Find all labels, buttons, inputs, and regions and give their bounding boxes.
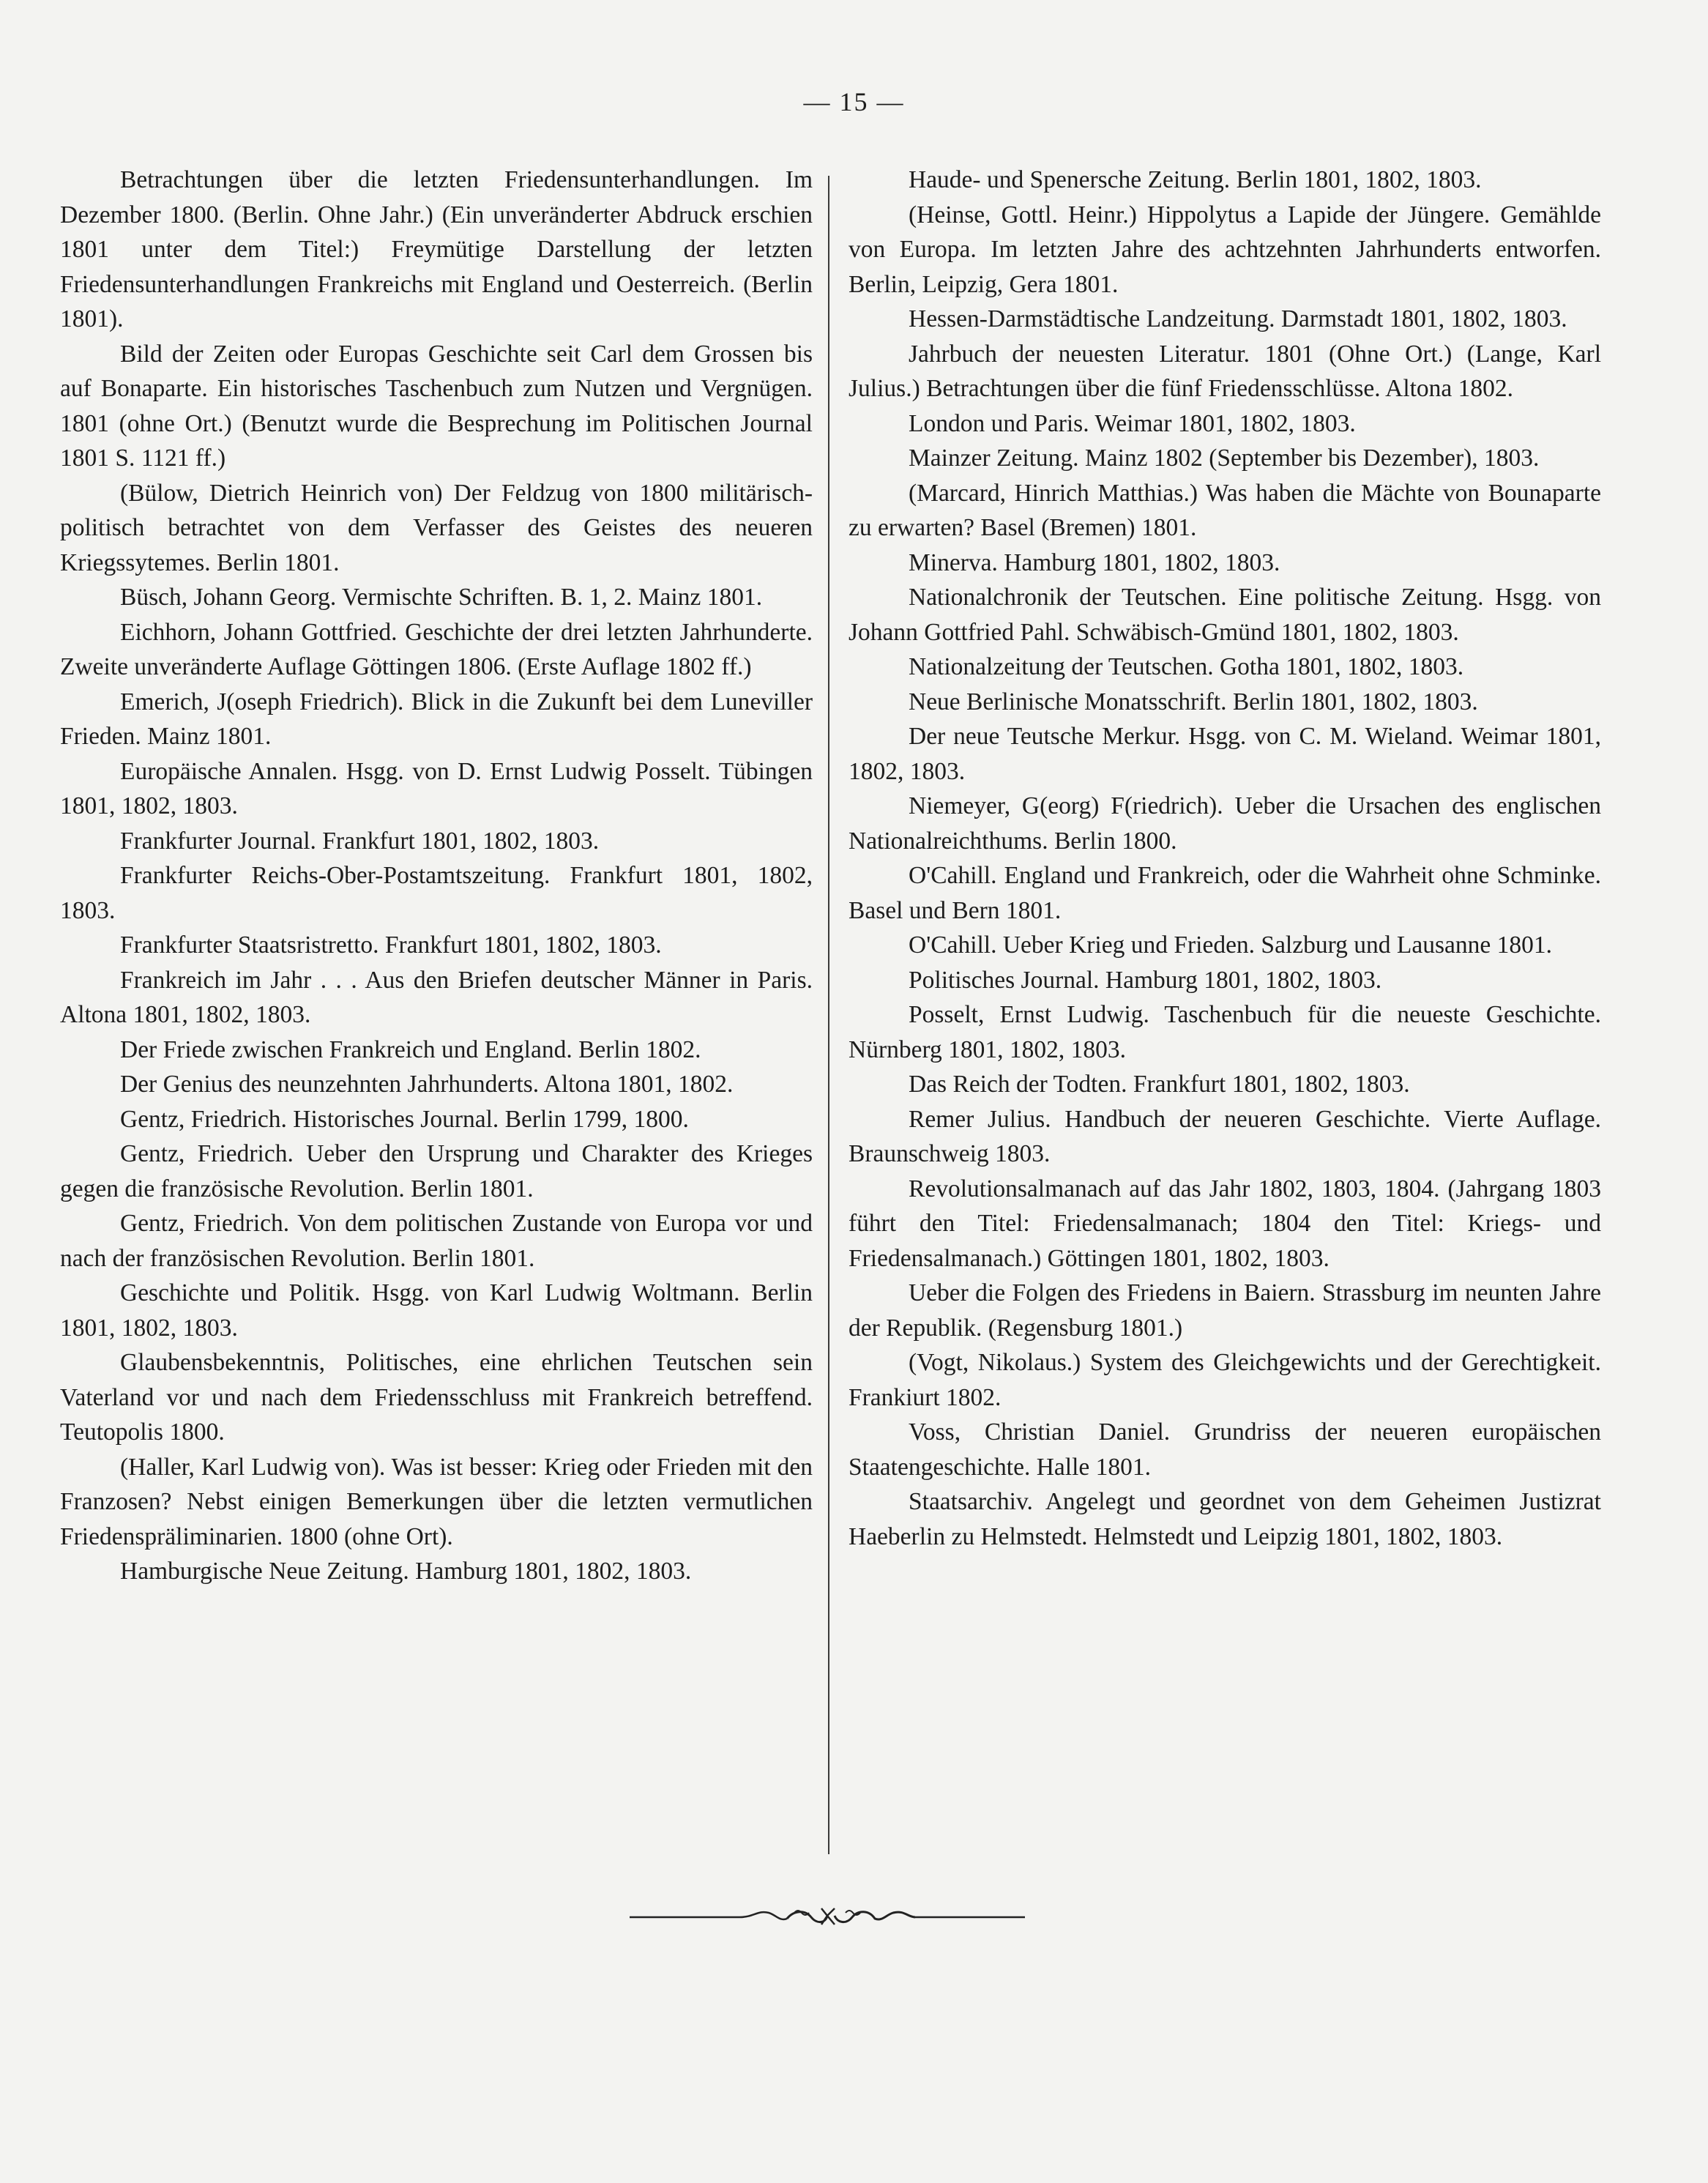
- bibliography-entry: Der Genius des neunzehnten Jahrhunderts. Altona 1801, 1802.: [120, 1071, 734, 1098]
- bibliography-entry: Ueber die Folgen des Friedens in Baiern. Strassburg im neunten Jahre der Republik. (Regensburg 1801.): [849, 1279, 1601, 1342]
- bibliography-entry: Jahrbuch der neuesten Literatur. 1801 (Ohne Ort.) (Lange, Karl Julius.) Betrachtungen über die fünf Friedensschlüsse. Altona 1802.: [849, 340, 1601, 402]
- bibliography-entry: Minerva. Hamburg 1801, 1802, 1803.: [909, 548, 1280, 576]
- bibliography-entry: Nationalchronik der Teutschen. Eine politische Zeitung. Hsgg. von Johann Gottfried Pahl. Schwäbisch-Gmünd 1801, 1802, 1803.: [849, 584, 1601, 646]
- bibliography-entry: Geschichte und Politik. Hsgg. von Karl Ludwig Woltmann. Berlin 1801, 1802, 1803.: [60, 1279, 813, 1342]
- bibliography-entry: Frankfurter Reichs-Ober-Postamtszeitung. Frankfurt 1801, 1802, 1803.: [60, 862, 813, 924]
- column-divider: [828, 176, 829, 1854]
- bibliography-entry: Remer Julius. Handbuch der neueren Geschichte. Vierte Auflage. Braunschweig 1803.: [849, 1105, 1601, 1167]
- bibliography-entry: Nationalzeitung der Teutschen. Gotha 1801, 1802, 1803.: [909, 653, 1464, 680]
- bibliography-entry: Neue Berlinische Monatsschrift. Berlin 1801, 1802, 1803.: [909, 688, 1478, 715]
- bibliography-entry: Frankfurter Staatsristretto. Frankfurt 1801, 1802, 1803.: [120, 931, 662, 959]
- bibliography-entry: Büsch, Johann Georg. Vermischte Schriften. B. 1, 2. Mainz 1801.: [120, 584, 763, 611]
- bibliography-entry: Bild der Zeiten oder Europas Geschichte seit Carl dem Grossen bis auf Bonaparte. Ein historisches Taschenbuch zum Nutzen und Vergnügen. 1801 (ohne Ort.) (Benutzt wurde die Besprechung im Politischen Journal 1801 S. 1121 ff.): [60, 340, 813, 472]
- bibliography-entry: (Marcard, Hinrich Matthias.) Was haben die Mächte von Bounaparte zu erwarten? Basel (Bremen) 1801.: [849, 479, 1601, 541]
- bibliography-entry: (Bülow, Dietrich Heinrich von) Der Feldzug von 1800 militärisch-politisch betrachtet von dem Verfasser des Geistes des neueren Kriegssytemes. Berlin 1801.: [60, 479, 813, 576]
- bibliography-entry: Mainzer Zeitung. Mainz 1802 (September bis Dezember), 1803.: [909, 445, 1540, 472]
- bibliography-entry: Der neue Teutsche Merkur. Hsgg. von C. M. Wieland. Weimar 1801, 1802, 1803.: [849, 723, 1601, 785]
- bibliography-entry: Politisches Journal. Hamburg 1801, 1802, 1803.: [909, 966, 1382, 994]
- bibliography-entry: London und Paris. Weimar 1801, 1802, 1803.: [909, 409, 1356, 437]
- page-number: — 15 —: [803, 87, 905, 116]
- bibliography-entry: (Vogt, Nikolaus.) System des Gleichgewichts und der Gerechtigkeit. Frankiurt 1802.: [849, 1349, 1601, 1411]
- bibliography-entry: Voss, Christian Daniel. Grundriss der neueren europäischen Staatengeschichte. Halle 1801.: [849, 1418, 1601, 1481]
- bibliography-entry: Haude- und Spenersche Zeitung. Berlin 1801, 1802, 1803.: [909, 166, 1482, 193]
- bibliography-entry: Europäische Annalen. Hsgg. von D. Ernst Ludwig Posselt. Tübingen 1801, 1802, 1803.: [60, 757, 813, 819]
- bibliography-entry: (Haller, Karl Ludwig von). Was ist besser: Krieg oder Frieden mit den Franzosen? Nebst einigen Bemerkungen über die letzten vermutlichen Friedenspräliminarien. 1800 (ohne Ort).: [60, 1453, 813, 1550]
- bibliography-entry: Frankreich im Jahr . . . Aus den Briefen deutscher Männer in Paris. Altona 1801, 1802, 1803.: [60, 966, 813, 1028]
- bibliography-entry: Revolutionsalmanach auf das Jahr 1802, 1803, 1804. (Jahrgang 1803 führt den Titel: Friedensalmanach; 1804 den Titel: Kriegs- und Friedensalmanach.) Göttingen 1801, 1802, 1803.: [849, 1175, 1601, 1272]
- bibliography-entry: Hessen-Darmstädtische Landzeitung. Darmstadt 1801, 1802, 1803.: [909, 305, 1567, 332]
- bibliography-entry: Niemeyer, G(eorg) F(riedrich). Ueber die Ursachen des englischen Nationalreichthums. Berlin 1800.: [849, 792, 1601, 855]
- decorative-rule-ornament-icon: [630, 1903, 1025, 1932]
- bibliography-entry: Der Friede zwischen Frankreich und England. Berlin 1802.: [120, 1035, 701, 1063]
- right-column: [849, 163, 1601, 1554]
- bibliography-entry: Gentz, Friedrich. Ueber den Ursprung und Charakter des Krieges gegen die französische Revolution. Berlin 1801.: [60, 1140, 813, 1202]
- bibliography-entry: Posselt, Ernst Ludwig. Taschenbuch für die neueste Geschichte. Nürnberg 1801, 1802, 1803.: [849, 1001, 1601, 1063]
- bibliography-entry: Das Reich der Todten. Frankfurt 1801, 1802, 1803.: [909, 1071, 1410, 1098]
- bibliography-entry: Betrachtungen über die letzten Friedensunterhandlungen. Im Dezember 1800. (Berlin. Ohne Jahr.) (Ein unveränderter Abdruck erschien 1801 unter dem Titel:) Freymütige Darstellung der letzten Friedensunterhandlungen Frankreichs mit England und Oesterreich. (Berlin 1801).: [60, 166, 813, 332]
- left-column: [60, 163, 813, 1589]
- bibliography-entry: Eichhorn, Johann Gottfried. Geschichte der drei letzten Jahrhunderte. Zweite unveränderte Auflage Göttingen 1806. (Erste Auflage 1802 ff.): [60, 618, 813, 680]
- bibliography-entry: Frankfurter Journal. Frankfurt 1801, 1802, 1803.: [120, 827, 600, 855]
- bibliography-entry: Gentz, Friedrich. Von dem politischen Zustande von Europa vor und nach der französischen Revolution. Berlin 1801.: [60, 1210, 813, 1272]
- bibliography-entry: O'Cahill. Ueber Krieg und Frieden. Salzburg und Lausanne 1801.: [909, 931, 1553, 959]
- bibliography-entry: O'Cahill. England und Frankreich, oder die Wahrheit ohne Schminke. Basel und Bern 1801.: [849, 862, 1601, 924]
- bibliography-entry: Staatsarchiv. Angelegt und geordnet von dem Geheimen Justizrat Haeberlin zu Helmstedt. Helmstedt und Leipzig 1801, 1802, 1803.: [849, 1488, 1601, 1550]
- bibliography-entry: Emerich, J(oseph Friedrich). Blick in die Zukunft bei dem Luneviller Frieden. Mainz 1801.: [60, 688, 813, 750]
- bibliography-entry: Hamburgische Neue Zeitung. Hamburg 1801, 1802, 1803.: [120, 1558, 692, 1585]
- bibliography-entry: (Heinse, Gottl. Heinr.) Hippolytus a Lapide der Jüngere. Gemählde von Europa. Im letzten Jahre des achtzehnten Jahrhunderts entworfen. Berlin, Leipzig, Gera 1801.: [849, 201, 1601, 298]
- bibliography-entry: Gentz, Friedrich. Historisches Journal. Berlin 1799, 1800.: [120, 1105, 689, 1133]
- bibliography-entry: Glaubensbekenntnis, Politisches, eine ehrlichen Teutschen sein Vaterland vor und nach dem Friedensschluss mit Frankreich betreffend. Teutopolis 1800.: [60, 1349, 813, 1446]
